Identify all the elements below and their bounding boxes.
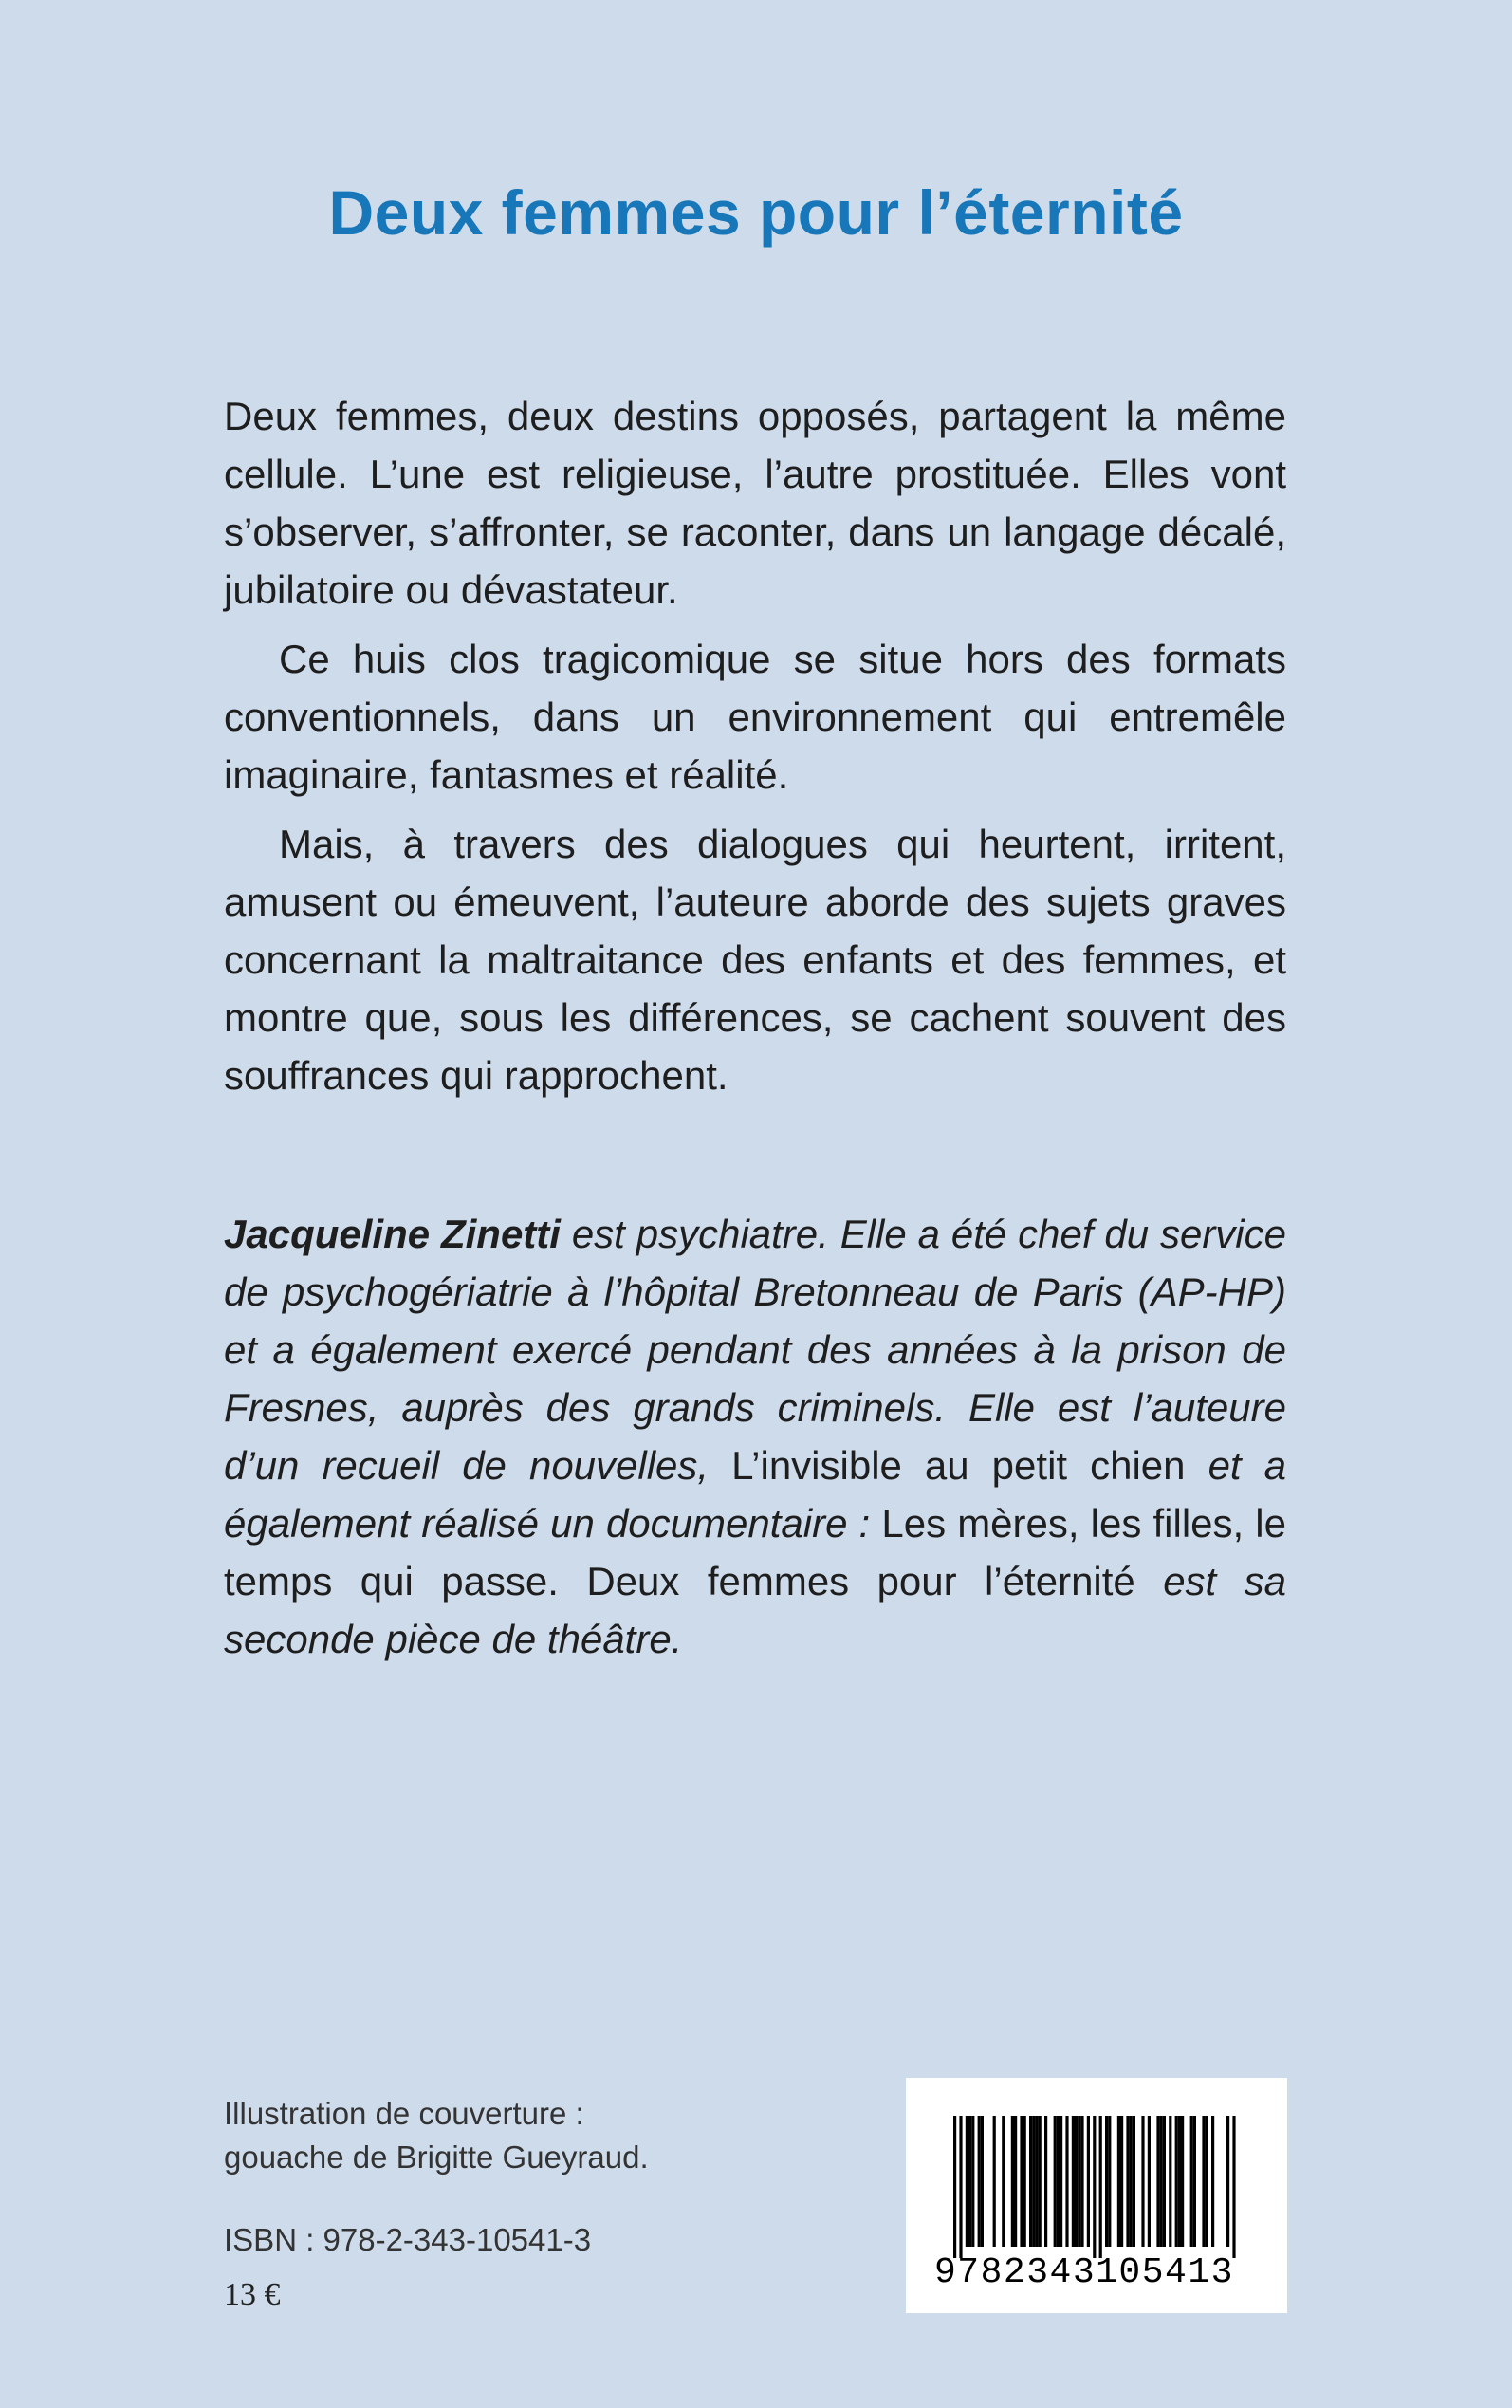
documentary-title: Les mères, les filles, le temps qui passe. bbox=[224, 1501, 1286, 1603]
book-title: Deux femmes pour l’éternité bbox=[328, 177, 1184, 248]
barcode-bar bbox=[1078, 2116, 1080, 2247]
barcode-bar bbox=[1178, 2116, 1181, 2247]
barcode-bar bbox=[1133, 2116, 1135, 2247]
barcode-bar bbox=[993, 2116, 996, 2247]
barcode-bar bbox=[1105, 2116, 1108, 2247]
barcode-bar bbox=[981, 2116, 984, 2247]
price: 13 € bbox=[224, 2277, 281, 2312]
bio-text-1: est psychiatre. Elle a été chef du service de psychogériatrie à l’hôpital Bretonneau de Paris (AP-HP) et a également exercé pendant des années à la prison de Fresnes, auprès des grands criminels. Elle est l’auteure d’un recueil de nouvelles, bbox=[224, 1212, 1286, 1488]
synopsis bbox=[224, 387, 1286, 1116]
barcode-bar bbox=[1108, 2116, 1111, 2247]
barcode-bar bbox=[1099, 2116, 1102, 2258]
barcode-bar bbox=[953, 2116, 956, 2258]
barcode-bar bbox=[1057, 2116, 1060, 2247]
credits-line-1: Illustration de couverture : bbox=[224, 2096, 584, 2131]
barcode-bar bbox=[1072, 2116, 1075, 2247]
synopsis-paragraph-1: Deux femmes, deux destins opposés, partagent la même cellule. L’une est religieuse, l’autre prostituée. Elles vont s’observer, s’affronter, se raconter, dans un langage décalé, jubilatoire ou dévastateur. bbox=[224, 394, 1286, 612]
barcode-bar bbox=[1032, 2116, 1035, 2247]
barcode-bar bbox=[1126, 2116, 1129, 2247]
barcode-bar bbox=[1035, 2116, 1038, 2247]
barcode-bar bbox=[1169, 2116, 1171, 2247]
barcode-bar bbox=[1181, 2116, 1184, 2247]
author-bio bbox=[224, 1205, 1286, 1668]
barcode-bar bbox=[978, 2116, 981, 2247]
barcode-bar bbox=[1075, 2116, 1078, 2247]
bio-text-3: est sa seconde pièce de théâtre. bbox=[224, 1559, 1286, 1661]
book-title-1: L’invisible au petit chien bbox=[731, 1443, 1186, 1488]
barcode-bar bbox=[1148, 2116, 1151, 2247]
barcode-bar bbox=[1141, 2116, 1144, 2247]
isbn: ISBN : 978-2-343-10541-3 bbox=[224, 2222, 592, 2257]
barcode-digits: 9782343105413 bbox=[934, 2252, 1234, 2293]
synopsis-paragraph-3: Mais, à travers des dialogues qui heurtent, irritent, amusent ou émeuvent, l’auteure aborde des sujets graves concernant la maltraitance des enfants et des femmes, et montre que, sous les différences, se cachent souvent des souffrances qui rapprochent. bbox=[224, 822, 1286, 1098]
barcode-bar bbox=[1087, 2116, 1090, 2247]
barcode-bar bbox=[968, 2116, 971, 2247]
barcode-bar bbox=[1039, 2116, 1042, 2247]
barcode-bar bbox=[1023, 2116, 1026, 2247]
barcode-bar bbox=[1160, 2116, 1163, 2247]
barcode-bar bbox=[959, 2116, 962, 2258]
author-name: Jacqueline Zinetti bbox=[224, 1212, 561, 1256]
barcode-bar bbox=[1175, 2116, 1178, 2247]
barcode-bar bbox=[1044, 2116, 1047, 2247]
barcode-bar bbox=[1130, 2116, 1133, 2247]
barcode-bar bbox=[1163, 2116, 1166, 2247]
barcode-bar bbox=[1211, 2116, 1214, 2247]
barcode-bar bbox=[1002, 2116, 1005, 2247]
barcode-bar bbox=[1060, 2116, 1062, 2247]
barcode-bar bbox=[971, 2116, 974, 2247]
barcode-bar bbox=[1226, 2116, 1229, 2247]
barcode-bar bbox=[1120, 2116, 1123, 2247]
barcode-bar bbox=[1054, 2116, 1057, 2247]
barcode-bar bbox=[1202, 2116, 1205, 2247]
barcode-bar bbox=[1232, 2116, 1235, 2258]
barcode-bar bbox=[1029, 2116, 1032, 2247]
barcode-bar bbox=[1011, 2116, 1014, 2247]
barcode-bar bbox=[1206, 2116, 1208, 2247]
book-title-2: Deux femmes pour l’éternité bbox=[558, 1559, 1135, 1603]
barcode-bars bbox=[953, 2116, 1238, 2258]
barcode-bar bbox=[1117, 2116, 1120, 2247]
barcode-bar bbox=[966, 2116, 968, 2247]
barcode-bar bbox=[1065, 2116, 1068, 2247]
barcode-bar bbox=[1080, 2116, 1083, 2247]
bio-text-2: et a également réalisé un documentaire : bbox=[224, 1443, 1286, 1546]
barcode-bar bbox=[1014, 2116, 1017, 2247]
credits-line-2: gouache de Brigitte Gueyraud. bbox=[224, 2139, 649, 2175]
barcode-bar bbox=[1156, 2116, 1159, 2247]
synopsis-paragraph-2: Ce huis clos tragicomique se situe hors des formats conventionnels, dans un environnement qui entremêle imaginaire, fantasmes et réalité. bbox=[224, 637, 1286, 797]
barcode-bar bbox=[1020, 2116, 1023, 2247]
barcode-bar bbox=[1193, 2116, 1196, 2247]
cover-credits bbox=[224, 2092, 888, 2179]
barcode-bar bbox=[1190, 2116, 1193, 2247]
barcode-bar bbox=[1093, 2116, 1096, 2258]
barcode bbox=[906, 2078, 1287, 2313]
